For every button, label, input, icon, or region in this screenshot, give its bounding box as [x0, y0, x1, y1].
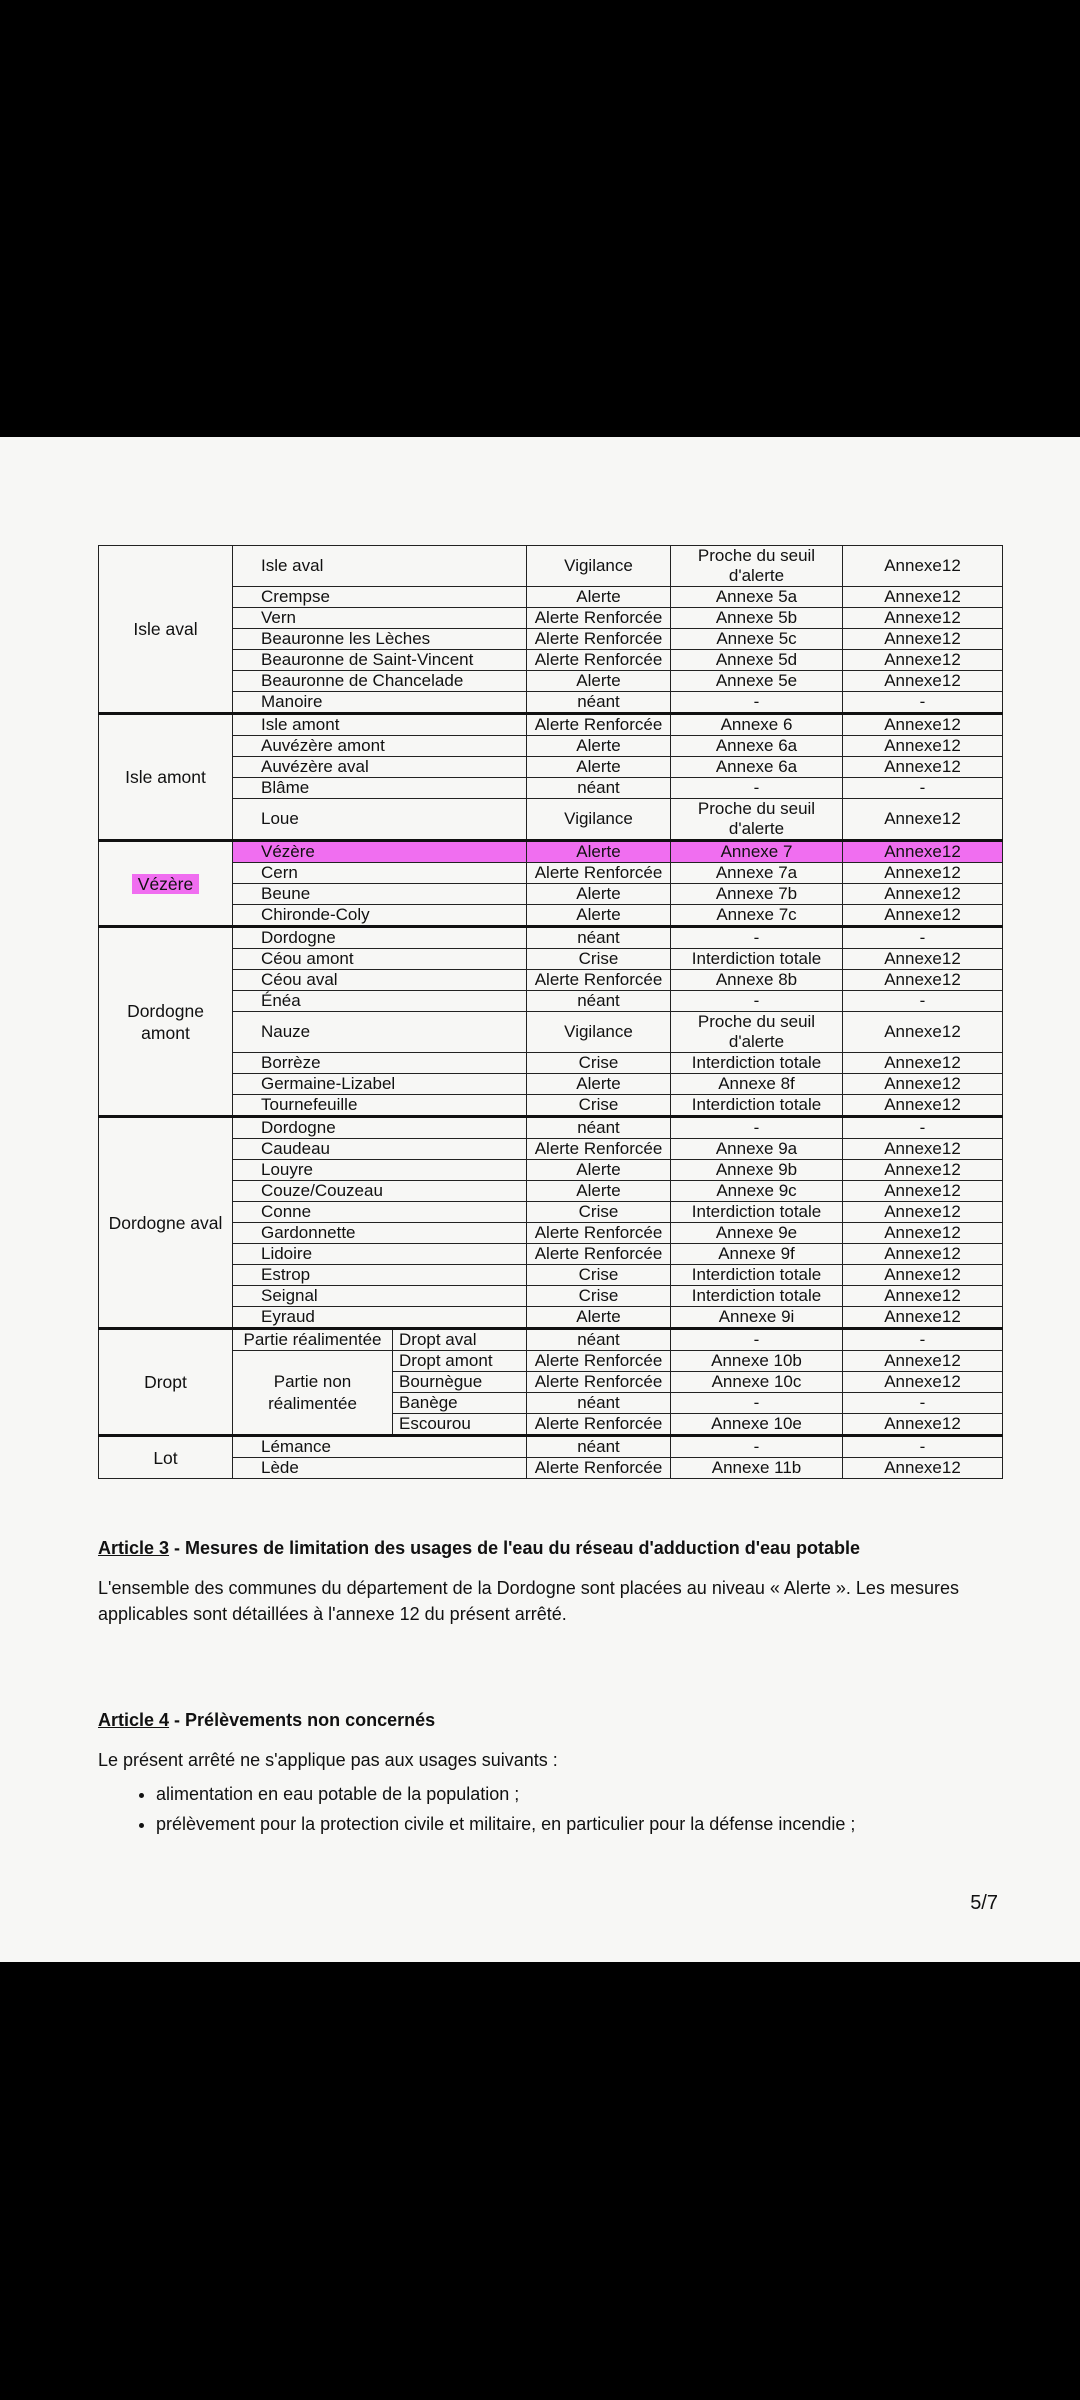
annex12-cell: - [843, 1117, 1003, 1139]
alert-level-cell: Alerte Renforcée [527, 714, 671, 736]
alert-level-cell: Alerte [527, 1181, 671, 1202]
alert-level-cell: Alerte [527, 757, 671, 778]
river-name-cell: Beauronne les Lèches [233, 629, 527, 650]
river-name-cell: Conne [233, 1202, 527, 1223]
river-name-cell: Énéa [233, 991, 527, 1012]
alert-level-cell: néant [527, 991, 671, 1012]
river-name-cell: Escourou [393, 1414, 527, 1436]
annex12-cell: Annexe12 [843, 970, 1003, 991]
annex-cell: Annexe 11b [671, 1458, 843, 1479]
river-name-cell: Cern [233, 863, 527, 884]
annex-cell: Interdiction totale [671, 1095, 843, 1117]
annex-cell: Annexe 9c [671, 1181, 843, 1202]
table-row [99, 1139, 1003, 1160]
annex12-cell: Annexe12 [843, 714, 1003, 736]
annex12-cell: Annexe12 [843, 1012, 1003, 1053]
alert-level-cell: Alerte Renforcée [527, 1244, 671, 1265]
annex-cell: Annexe 8f [671, 1074, 843, 1095]
table-row [99, 1351, 1003, 1372]
annex-cell: Proche du seuil d'alerte [671, 799, 843, 841]
river-name-cell: Vern [233, 608, 527, 629]
annex-cell: Annexe 9f [671, 1244, 843, 1265]
annex-cell: Annexe 9a [671, 1139, 843, 1160]
annex12-cell: - [843, 692, 1003, 714]
river-name-cell: Dropt aval [393, 1329, 527, 1351]
table-row [99, 1181, 1003, 1202]
annex-cell: - [671, 991, 843, 1012]
annex-cell: Annexe 9e [671, 1223, 843, 1244]
river-name-cell: Louyre [233, 1160, 527, 1181]
table-row [99, 778, 1003, 799]
article-3-body: L'ensemble des communes du département de la Dordogne sont placées au niveau « Alerte ». Les mesures applicables sont détaillées à l'annexe 12 du présent arrêté. [98, 1578, 959, 1624]
annex-cell: - [671, 692, 843, 714]
annex12-cell: Annexe12 [843, 1372, 1003, 1393]
table-row [99, 608, 1003, 629]
annex12-cell: Annexe12 [843, 1139, 1003, 1160]
annex12-cell: - [843, 991, 1003, 1012]
river-name-cell: Banège [393, 1393, 527, 1414]
basin-cell: Dropt [99, 1329, 233, 1436]
river-name-cell: Tournefeuille [233, 1095, 527, 1117]
alert-level-cell: Crise [527, 1265, 671, 1286]
annex-cell: Annexe 6a [671, 757, 843, 778]
annex12-cell: - [843, 927, 1003, 949]
annex-cell: - [671, 1436, 843, 1458]
basin-cell: Dordogne aval [99, 1117, 233, 1329]
river-name-cell: Lidoire [233, 1244, 527, 1265]
alert-level-cell: Alerte Renforcée [527, 863, 671, 884]
river-name-cell: Beauronne de Saint-Vincent [233, 650, 527, 671]
article-3 [98, 1535, 998, 1627]
table-row [99, 927, 1003, 949]
annex-cell: - [671, 1117, 843, 1139]
river-name-cell: Couze/Couzeau [233, 1181, 527, 1202]
annex-cell: Annexe 9b [671, 1160, 843, 1181]
article-4-bullet: • prélèvement pour la protection civile et militaire, en particulier pour la défense incendie ; [156, 1809, 998, 1839]
annex12-cell: Annexe12 [843, 1286, 1003, 1307]
annex-cell: Annexe 10b [671, 1351, 843, 1372]
annex-cell: Annexe 8b [671, 970, 843, 991]
river-name-cell: Manoire [233, 692, 527, 714]
basin-cell [99, 841, 233, 927]
annex12-cell: Annexe12 [843, 949, 1003, 970]
annex12-cell: - [843, 1436, 1003, 1458]
annex-cell: Annexe 5a [671, 587, 843, 608]
river-name-cell: Isle aval [233, 546, 527, 587]
annex12-cell: Annexe12 [843, 736, 1003, 757]
alert-level-cell: Alerte [527, 841, 671, 863]
alert-level-cell: Alerte Renforcée [527, 1223, 671, 1244]
annex-cell: - [671, 778, 843, 799]
annex12-cell: Annexe12 [843, 757, 1003, 778]
annex-cell: Proche du seuil d'alerte [671, 546, 843, 587]
annex12-cell: Annexe12 [843, 1223, 1003, 1244]
river-name-cell: Vézère [233, 841, 527, 863]
alert-level-cell: Crise [527, 1053, 671, 1074]
annex12-cell: - [843, 1393, 1003, 1414]
article-4-intro: Le présent arrêté ne s'applique pas aux usages suivants : [98, 1750, 558, 1770]
annex-cell: Annexe 5d [671, 650, 843, 671]
annex12-cell: Annexe12 [843, 629, 1003, 650]
alert-level-cell: néant [527, 1436, 671, 1458]
table-row [99, 546, 1003, 587]
annex12-cell: - [843, 778, 1003, 799]
alert-level-cell: Alerte [527, 587, 671, 608]
alert-level-cell: Alerte [527, 1074, 671, 1095]
river-name-cell: Seignal [233, 1286, 527, 1307]
table-row [99, 841, 1003, 863]
annex-cell: Proche du seuil d'alerte [671, 1012, 843, 1053]
river-name-cell: Lémance [233, 1436, 527, 1458]
alert-level-cell: Alerte Renforcée [527, 1139, 671, 1160]
alert-level-cell: néant [527, 927, 671, 949]
annex-cell: Annexe 5c [671, 629, 843, 650]
basin-cell: Lot [99, 1436, 233, 1479]
alert-level-cell: Alerte [527, 1160, 671, 1181]
table-row [99, 991, 1003, 1012]
alert-level-cell: néant [527, 1329, 671, 1351]
annex12-cell: Annexe12 [843, 1458, 1003, 1479]
alert-level-cell: Vigilance [527, 546, 671, 587]
alert-level-cell: Alerte Renforcée [527, 1351, 671, 1372]
alert-level-cell: Alerte Renforcée [527, 608, 671, 629]
alert-level-cell: Alerte Renforcée [527, 1372, 671, 1393]
table-row [99, 1265, 1003, 1286]
table-row [99, 1223, 1003, 1244]
alert-level-cell: Alerte Renforcée [527, 629, 671, 650]
table-row [99, 1074, 1003, 1095]
table-row [99, 1012, 1003, 1053]
annex-cell: - [671, 1393, 843, 1414]
annex12-cell: Annexe12 [843, 1202, 1003, 1223]
river-name-cell: Isle amont [233, 714, 527, 736]
annex-cell: Annexe 10e [671, 1414, 843, 1436]
river-name-cell: Estrop [233, 1265, 527, 1286]
river-name-cell: Lède [233, 1458, 527, 1479]
river-name-cell: Gardonnette [233, 1223, 527, 1244]
table-row [99, 692, 1003, 714]
alert-level-cell: Vigilance [527, 1012, 671, 1053]
alert-level-cell: Crise [527, 949, 671, 970]
annex-cell: Interdiction totale [671, 1053, 843, 1074]
annex12-cell: Annexe12 [843, 1307, 1003, 1329]
alert-level-cell: Alerte [527, 1307, 671, 1329]
alert-level-cell: Alerte Renforcée [527, 1458, 671, 1479]
table-row [99, 949, 1003, 970]
annex-cell: Annexe 6 [671, 714, 843, 736]
river-name-cell: Borrèze [233, 1053, 527, 1074]
alert-level-cell: Alerte [527, 736, 671, 757]
annex12-cell: Annexe12 [843, 799, 1003, 841]
annex12-cell: Annexe12 [843, 1160, 1003, 1181]
watercourse-restriction-table [98, 545, 1003, 1479]
table-row [99, 629, 1003, 650]
annex-cell: Annexe 5b [671, 608, 843, 629]
table-row [99, 1286, 1003, 1307]
table-row [99, 905, 1003, 927]
river-name-cell: Nauze [233, 1012, 527, 1053]
river-name-cell: Caudeau [233, 1139, 527, 1160]
alert-level-cell: Alerte [527, 905, 671, 927]
highlighted-basin-label: Vézère [132, 874, 199, 894]
annex-cell: Annexe 6a [671, 736, 843, 757]
annex12-cell: Annexe12 [843, 1053, 1003, 1074]
alert-level-cell: Crise [527, 1202, 671, 1223]
alert-level-cell: néant [527, 1393, 671, 1414]
annex12-cell: Annexe12 [843, 884, 1003, 905]
basin-cell: Dordogne amont [99, 927, 233, 1117]
annex-cell: Annexe 7 [671, 841, 843, 863]
alert-level-cell: Alerte Renforcée [527, 970, 671, 991]
table-row [99, 1095, 1003, 1117]
river-name-cell: Auvézère aval [233, 757, 527, 778]
river-name-cell: Eyraud [233, 1307, 527, 1329]
article-4 [98, 1707, 998, 1839]
table-row [99, 1202, 1003, 1223]
river-name-cell: Blâme [233, 778, 527, 799]
annex-cell: Interdiction totale [671, 1202, 843, 1223]
annex-cell: Interdiction totale [671, 1286, 843, 1307]
table-row [99, 863, 1003, 884]
table-row [99, 1117, 1003, 1139]
alert-level-cell: Crise [527, 1095, 671, 1117]
annex12-cell: Annexe12 [843, 1074, 1003, 1095]
annex12-cell: Annexe12 [843, 1181, 1003, 1202]
river-name-cell: Bournègue [393, 1372, 527, 1393]
table-row [99, 757, 1003, 778]
annex-cell: Annexe 7c [671, 905, 843, 927]
table-row [99, 1329, 1003, 1351]
river-name-cell: Loue [233, 799, 527, 841]
article-4-bullet: • alimentation en eau potable de la population ; [156, 1779, 998, 1809]
document-page [0, 437, 1080, 1962]
alert-level-cell: néant [527, 692, 671, 714]
annex12-cell: Annexe12 [843, 587, 1003, 608]
table-row [99, 884, 1003, 905]
basin-cell: Isle aval [99, 546, 233, 714]
annex-cell: Annexe 10c [671, 1372, 843, 1393]
table-row [99, 1053, 1003, 1074]
annex12-cell: Annexe12 [843, 671, 1003, 692]
article-4-bullets [98, 1779, 998, 1839]
table-row [99, 650, 1003, 671]
river-name-cell: Dordogne [233, 927, 527, 949]
alert-level-cell: néant [527, 778, 671, 799]
annex12-cell: - [843, 1329, 1003, 1351]
alert-level-cell: Alerte [527, 884, 671, 905]
subpart-label-cell: Partie non réalimentée [233, 1351, 393, 1436]
annex-cell: Annexe 7a [671, 863, 843, 884]
annex12-cell: Annexe12 [843, 863, 1003, 884]
annex-cell: Annexe 7b [671, 884, 843, 905]
alert-level-cell: Crise [527, 1286, 671, 1307]
river-name-cell: Chironde-Coly [233, 905, 527, 927]
river-name-cell: Céou amont [233, 949, 527, 970]
subpart-label-cell: Partie réalimentée [233, 1329, 393, 1351]
alert-level-cell: Vigilance [527, 799, 671, 841]
page-number: 5/7 [970, 1892, 998, 1914]
river-name-cell: Dordogne [233, 1117, 527, 1139]
annex12-cell: Annexe12 [843, 1095, 1003, 1117]
river-name-cell: Crempse [233, 587, 527, 608]
river-name-cell: Germaine-Lizabel [233, 1074, 527, 1095]
river-name-cell: Céou aval [233, 970, 527, 991]
annex-cell: Interdiction totale [671, 1265, 843, 1286]
table-row [99, 1436, 1003, 1458]
alert-level-cell: Alerte [527, 671, 671, 692]
table-row [99, 587, 1003, 608]
annex12-cell: Annexe12 [843, 841, 1003, 863]
annex12-cell: Annexe12 [843, 1351, 1003, 1372]
annex-cell: Annexe 5e [671, 671, 843, 692]
river-name-cell: Dropt amont [393, 1351, 527, 1372]
article-3-heading: Article 3 - Mesures de limitation des usages de l'eau du réseau d'adduction d'eau potable [98, 1538, 861, 1558]
annex12-cell: Annexe12 [843, 546, 1003, 587]
table-row [99, 970, 1003, 991]
annex12-cell: Annexe12 [843, 1414, 1003, 1436]
annex12-cell: Annexe12 [843, 905, 1003, 927]
annex-cell: - [671, 1329, 843, 1351]
table-row [99, 714, 1003, 736]
river-name-cell: Beauronne de Chancelade [233, 671, 527, 692]
table-row [99, 1244, 1003, 1265]
alert-level-cell: Alerte Renforcée [527, 650, 671, 671]
table-row [99, 736, 1003, 757]
table-row [99, 1307, 1003, 1329]
river-name-cell: Auvézère amont [233, 736, 527, 757]
annex-cell: Interdiction totale [671, 949, 843, 970]
basin-cell: Isle amont [99, 714, 233, 841]
annex12-cell: Annexe12 [843, 608, 1003, 629]
annex12-cell: Annexe12 [843, 1244, 1003, 1265]
annex12-cell: Annexe12 [843, 650, 1003, 671]
article-4-heading: Article 4 - Prélèvements non concernés [98, 1710, 436, 1730]
table-row [99, 1458, 1003, 1479]
alert-level-cell: Alerte Renforcée [527, 1414, 671, 1436]
table-row [99, 799, 1003, 841]
annex-cell: Annexe 9i [671, 1307, 843, 1329]
table-row [99, 1160, 1003, 1181]
river-name-cell: Beune [233, 884, 527, 905]
annex-cell: - [671, 927, 843, 949]
annex12-cell: Annexe12 [843, 1265, 1003, 1286]
table-row [99, 671, 1003, 692]
alert-level-cell: néant [527, 1117, 671, 1139]
